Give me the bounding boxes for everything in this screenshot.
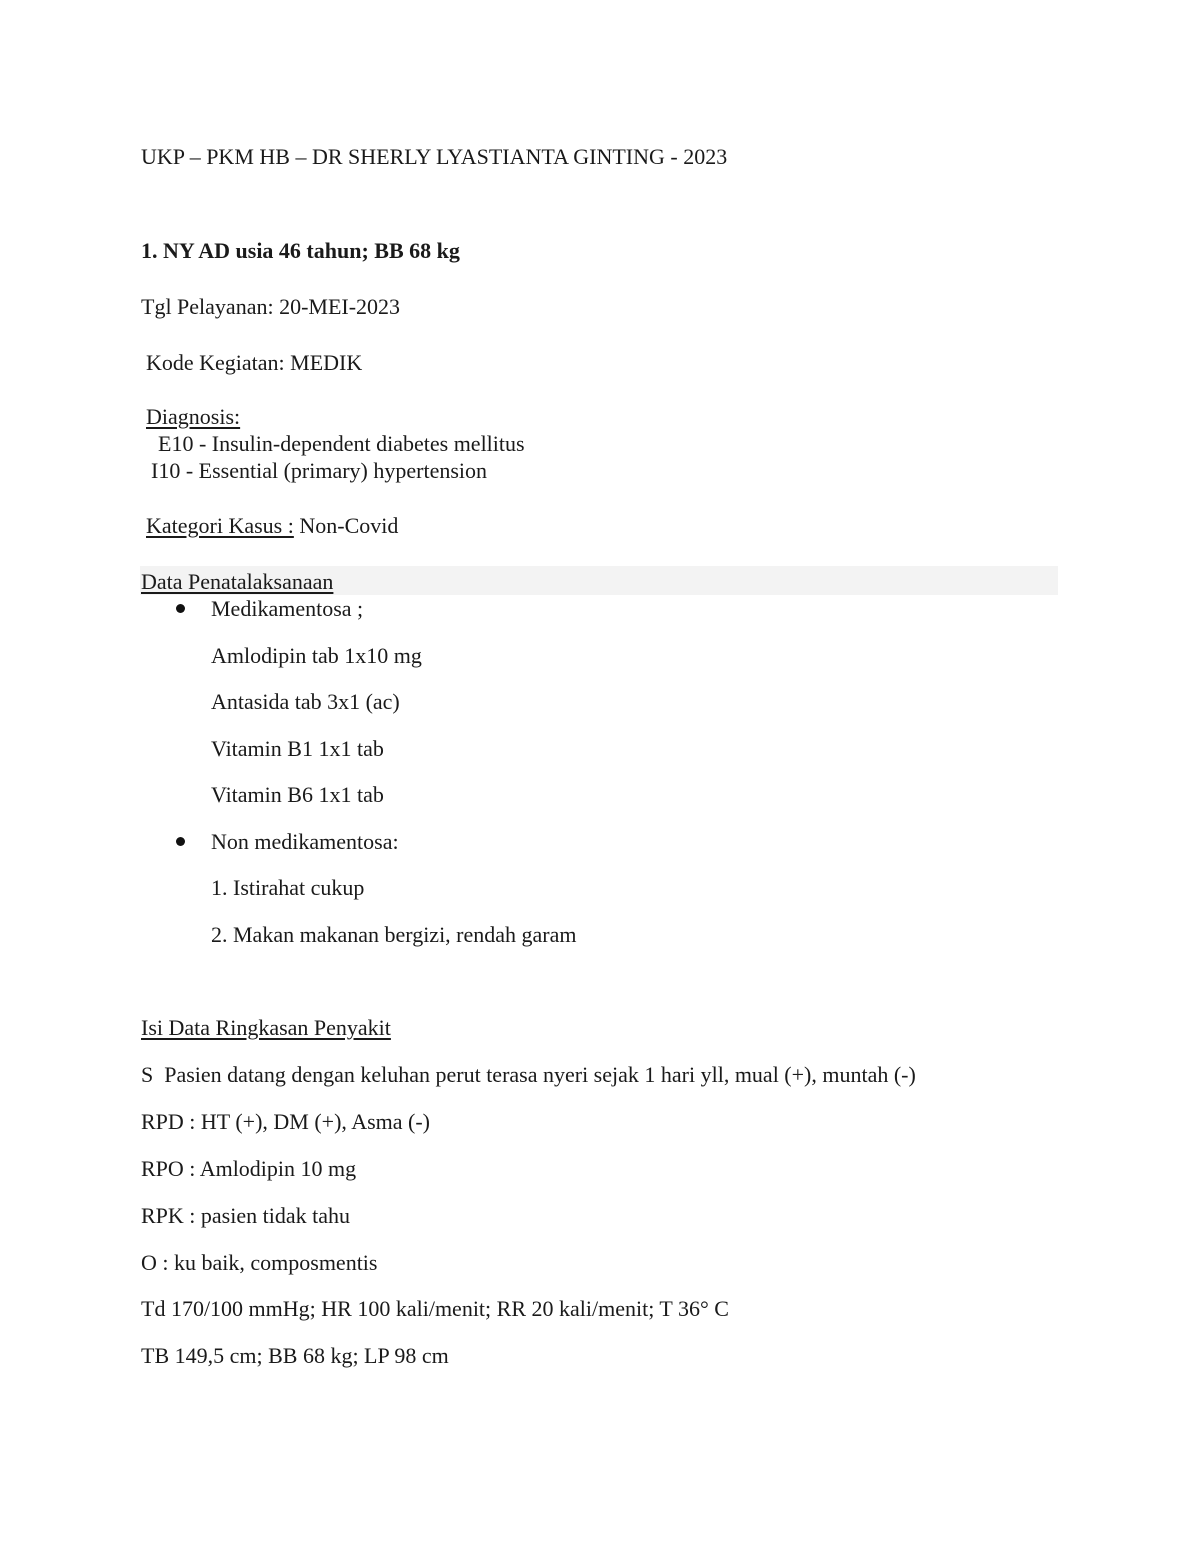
non-medication-item: 1. Istirahat cukup [211,875,365,900]
diagnosis-label: Diagnosis: [146,404,241,429]
diagnosis-item: E10 - Insulin-dependent diabetes mellitus [158,431,525,456]
summary-line: Td 170/100 mmHg; HR 100 kali/menit; RR 20 kali/menit; T 36° C [141,1296,729,1321]
non-medication-label: Non medikamentosa: [211,829,399,854]
summary-line: RPO : Amlodipin 10 mg [141,1156,357,1181]
summary-heading: Isi Data Ringkasan Penyakit [141,1015,391,1040]
medication-item: Vitamin B6 1x1 tab [211,782,384,807]
diagnosis-item: I10 - Essential (primary) hypertension [151,458,488,483]
bullet-icon [176,837,185,846]
summary-line: S Pasien datang dengan keluhan perut terasa nyeri sejak 1 hari yll, mual (+), muntah (-) [141,1062,916,1087]
service-date: Tgl Pelayanan: 20-MEI-2023 [141,294,401,319]
summary-line: RPK : pasien tidak tahu [141,1203,350,1228]
document-header: UKP – PKM HB – DR SHERLY LYASTIANTA GINTING - 2023 [141,144,728,169]
bullet-icon [176,604,185,613]
medication-item: Amlodipin tab 1x10 mg [211,643,422,668]
case-category [146,515,398,537]
case-category-value: Non-Covid [299,513,399,538]
medication-label: Medikamentosa ; [211,596,364,621]
medication-item: Vitamin B1 1x1 tab [211,736,384,761]
patient-title: 1. NY AD usia 46 tahun; BB 68 kg [141,238,460,263]
medication-item: Antasida tab 3x1 (ac) [211,689,400,714]
activity-code: Kode Kegiatan: MEDIK [146,350,363,375]
summary-line: RPD : HT (+), DM (+), Asma (-) [141,1109,430,1134]
case-category-label: Kategori Kasus : [146,513,294,538]
management-heading: Data Penatalaksanaan [141,569,334,594]
non-medication-item: 2. Makan makanan bergizi, rendah garam [211,922,577,947]
summary-line: TB 149,5 cm; BB 68 kg; LP 98 cm [141,1343,449,1368]
summary-line: O : ku baik, composmentis [141,1250,378,1275]
